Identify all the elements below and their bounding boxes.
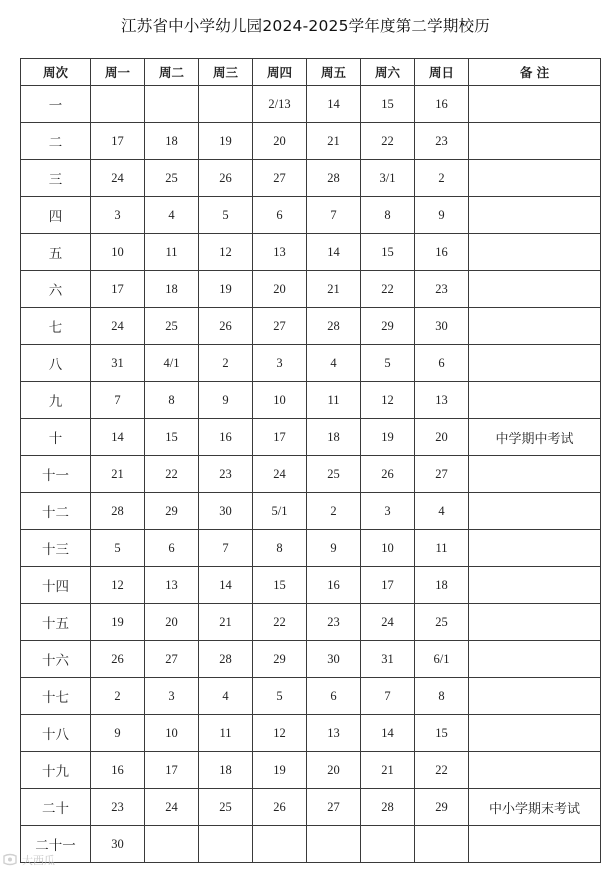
date-cell-monday: 26 (91, 641, 145, 678)
date-cell-friday: 21 (307, 123, 361, 160)
date-cell-tuesday: 11 (145, 234, 199, 271)
date-cell-sunday: 20 (415, 419, 469, 456)
week-number-cell: 三 (21, 160, 91, 197)
date-cell-sunday: 30 (415, 308, 469, 345)
date-cell-wednesday: 11 (199, 715, 253, 752)
date-cell-tuesday: 6 (145, 530, 199, 567)
date-cell-friday: 21 (307, 271, 361, 308)
week-number-cell: 十 (21, 419, 91, 456)
date-cell-wednesday: 21 (199, 604, 253, 641)
note-cell (469, 234, 601, 271)
week-number-cell: 五 (21, 234, 91, 271)
date-cell-friday (307, 826, 361, 863)
date-cell-tuesday: 18 (145, 271, 199, 308)
week-number-cell: 十二 (21, 493, 91, 530)
date-cell-wednesday: 2 (199, 345, 253, 382)
note-cell: 中学期中考试 (469, 419, 601, 456)
date-cell-wednesday: 14 (199, 567, 253, 604)
date-cell-sunday (415, 826, 469, 863)
date-cell-thursday: 20 (253, 123, 307, 160)
date-cell-tuesday: 17 (145, 752, 199, 789)
date-cell-friday: 14 (307, 234, 361, 271)
date-cell-saturday: 3/1 (361, 160, 415, 197)
date-cell-sunday: 16 (415, 86, 469, 123)
date-cell-sunday: 4 (415, 493, 469, 530)
note-cell (469, 456, 601, 493)
date-cell-thursday: 2/13 (253, 86, 307, 123)
note-cell (469, 308, 601, 345)
date-cell-thursday: 3 (253, 345, 307, 382)
date-cell-thursday: 6 (253, 197, 307, 234)
date-cell-thursday: 13 (253, 234, 307, 271)
date-cell-sunday: 6/1 (415, 641, 469, 678)
date-cell-monday: 12 (91, 567, 145, 604)
date-cell-saturday: 22 (361, 271, 415, 308)
table-row (21, 567, 601, 604)
date-cell-sunday: 6 (415, 345, 469, 382)
week-number-cell: 十一 (21, 456, 91, 493)
date-cell-thursday: 8 (253, 530, 307, 567)
table-row (21, 123, 601, 160)
date-cell-sunday: 11 (415, 530, 469, 567)
note-cell: 中小学期末考试 (469, 789, 601, 826)
note-cell (469, 123, 601, 160)
header-saturday: 周六 (361, 59, 415, 86)
date-cell-wednesday: 28 (199, 641, 253, 678)
date-cell-wednesday: 5 (199, 197, 253, 234)
date-cell-monday: 30 (91, 826, 145, 863)
date-cell-thursday: 26 (253, 789, 307, 826)
note-cell (469, 567, 601, 604)
date-cell-sunday: 2 (415, 160, 469, 197)
date-cell-wednesday: 26 (199, 160, 253, 197)
date-cell-sunday: 27 (415, 456, 469, 493)
date-cell-thursday: 12 (253, 715, 307, 752)
date-cell-tuesday: 4/1 (145, 345, 199, 382)
note-cell (469, 382, 601, 419)
note-cell (469, 752, 601, 789)
date-cell-tuesday: 25 (145, 160, 199, 197)
date-cell-monday: 17 (91, 271, 145, 308)
date-cell-saturday: 7 (361, 678, 415, 715)
date-cell-tuesday: 13 (145, 567, 199, 604)
note-cell (469, 197, 601, 234)
table-row (21, 530, 601, 567)
table-row (21, 752, 601, 789)
date-cell-monday: 21 (91, 456, 145, 493)
date-cell-wednesday (199, 826, 253, 863)
date-cell-wednesday: 25 (199, 789, 253, 826)
table-row (21, 382, 601, 419)
date-cell-friday: 28 (307, 160, 361, 197)
date-cell-thursday: 27 (253, 308, 307, 345)
date-cell-sunday: 9 (415, 197, 469, 234)
week-number-cell: 二十 (21, 789, 91, 826)
date-cell-wednesday: 23 (199, 456, 253, 493)
table-row (21, 160, 601, 197)
week-number-cell: 十三 (21, 530, 91, 567)
date-cell-sunday: 23 (415, 123, 469, 160)
date-cell-tuesday: 15 (145, 419, 199, 456)
note-cell (469, 345, 601, 382)
date-cell-tuesday (145, 826, 199, 863)
date-cell-thursday (253, 826, 307, 863)
note-cell (469, 493, 601, 530)
header-row (21, 59, 601, 86)
date-cell-wednesday: 26 (199, 308, 253, 345)
date-cell-monday: 23 (91, 789, 145, 826)
note-cell (469, 715, 601, 752)
week-number-cell: 十六 (21, 641, 91, 678)
date-cell-friday: 13 (307, 715, 361, 752)
school-calendar-table (20, 58, 601, 863)
table-row (21, 86, 601, 123)
date-cell-wednesday: 16 (199, 419, 253, 456)
week-number-cell: 九 (21, 382, 91, 419)
date-cell-wednesday (199, 86, 253, 123)
week-number-cell: 二 (21, 123, 91, 160)
date-cell-saturday: 10 (361, 530, 415, 567)
date-cell-tuesday: 24 (145, 789, 199, 826)
date-cell-friday: 9 (307, 530, 361, 567)
date-cell-saturday: 22 (361, 123, 415, 160)
date-cell-saturday: 24 (361, 604, 415, 641)
week-number-cell: 十五 (21, 604, 91, 641)
table-row (21, 715, 601, 752)
date-cell-sunday: 29 (415, 789, 469, 826)
date-cell-friday: 28 (307, 308, 361, 345)
date-cell-tuesday: 4 (145, 197, 199, 234)
date-cell-sunday: 15 (415, 715, 469, 752)
date-cell-monday: 14 (91, 419, 145, 456)
table-row (21, 234, 601, 271)
header-sunday: 周日 (415, 59, 469, 86)
date-cell-tuesday: 8 (145, 382, 199, 419)
note-cell (469, 86, 601, 123)
date-cell-thursday: 24 (253, 456, 307, 493)
header-notes: 备 注 (469, 59, 601, 86)
table-row (21, 641, 601, 678)
date-cell-friday: 25 (307, 456, 361, 493)
date-cell-sunday: 23 (415, 271, 469, 308)
table-row (21, 271, 601, 308)
date-cell-wednesday: 19 (199, 271, 253, 308)
watermark-text: 大西瓜 (22, 854, 55, 867)
week-number-cell: 十八 (21, 715, 91, 752)
header-wednesday: 周三 (199, 59, 253, 86)
date-cell-monday: 28 (91, 493, 145, 530)
note-cell (469, 826, 601, 863)
table-row (21, 789, 601, 826)
table-row (21, 419, 601, 456)
table-row (21, 493, 601, 530)
date-cell-friday: 20 (307, 752, 361, 789)
date-cell-tuesday: 25 (145, 308, 199, 345)
date-cell-saturday (361, 826, 415, 863)
date-cell-monday: 24 (91, 308, 145, 345)
note-cell (469, 678, 601, 715)
week-number-cell: 八 (21, 345, 91, 382)
date-cell-saturday: 8 (361, 197, 415, 234)
date-cell-monday: 2 (91, 678, 145, 715)
week-number-cell: 十七 (21, 678, 91, 715)
week-number-cell: 十四 (21, 567, 91, 604)
date-cell-friday: 14 (307, 86, 361, 123)
date-cell-tuesday: 10 (145, 715, 199, 752)
note-cell (469, 604, 601, 641)
watermark (2, 851, 55, 869)
date-cell-friday: 16 (307, 567, 361, 604)
date-cell-tuesday: 29 (145, 493, 199, 530)
date-cell-thursday: 27 (253, 160, 307, 197)
date-cell-thursday: 20 (253, 271, 307, 308)
date-cell-sunday: 13 (415, 382, 469, 419)
date-cell-wednesday: 4 (199, 678, 253, 715)
date-cell-tuesday: 22 (145, 456, 199, 493)
date-cell-saturday: 14 (361, 715, 415, 752)
date-cell-sunday: 25 (415, 604, 469, 641)
date-cell-sunday: 18 (415, 567, 469, 604)
date-cell-thursday: 17 (253, 419, 307, 456)
table-row (21, 345, 601, 382)
table-row (21, 456, 601, 493)
date-cell-thursday: 22 (253, 604, 307, 641)
date-cell-tuesday: 20 (145, 604, 199, 641)
table-row (21, 604, 601, 641)
week-number-cell: 四 (21, 197, 91, 234)
date-cell-monday: 7 (91, 382, 145, 419)
header-friday: 周五 (307, 59, 361, 86)
date-cell-monday: 16 (91, 752, 145, 789)
date-cell-tuesday (145, 86, 199, 123)
date-cell-sunday: 8 (415, 678, 469, 715)
date-cell-monday: 17 (91, 123, 145, 160)
date-cell-monday: 31 (91, 345, 145, 382)
date-cell-monday: 10 (91, 234, 145, 271)
date-cell-thursday: 5 (253, 678, 307, 715)
date-cell-thursday: 5/1 (253, 493, 307, 530)
date-cell-saturday: 15 (361, 86, 415, 123)
date-cell-wednesday: 12 (199, 234, 253, 271)
page-title: 江苏省中小学幼儿园2024-2025学年度第二学期校历 (121, 17, 490, 35)
date-cell-friday: 4 (307, 345, 361, 382)
week-number-cell: 二十一 (21, 826, 91, 863)
date-cell-thursday: 29 (253, 641, 307, 678)
date-cell-wednesday: 19 (199, 123, 253, 160)
date-cell-monday: 5 (91, 530, 145, 567)
date-cell-saturday: 3 (361, 493, 415, 530)
date-cell-friday: 2 (307, 493, 361, 530)
watermark-logo-icon (2, 853, 18, 867)
date-cell-saturday: 31 (361, 641, 415, 678)
header-thursday: 周四 (253, 59, 307, 86)
table-row (21, 197, 601, 234)
week-number-cell: 十九 (21, 752, 91, 789)
note-cell (469, 160, 601, 197)
date-cell-sunday: 22 (415, 752, 469, 789)
date-cell-saturday: 21 (361, 752, 415, 789)
date-cell-wednesday: 30 (199, 493, 253, 530)
date-cell-thursday: 10 (253, 382, 307, 419)
week-number-cell: 一 (21, 86, 91, 123)
date-cell-saturday: 28 (361, 789, 415, 826)
date-cell-friday: 30 (307, 641, 361, 678)
date-cell-friday: 7 (307, 197, 361, 234)
week-number-cell: 七 (21, 308, 91, 345)
date-cell-saturday: 12 (361, 382, 415, 419)
date-cell-thursday: 15 (253, 567, 307, 604)
date-cell-monday: 19 (91, 604, 145, 641)
table-row (21, 826, 601, 863)
header-monday: 周一 (91, 59, 145, 86)
calendar-body (21, 86, 601, 863)
date-cell-saturday: 26 (361, 456, 415, 493)
header-week: 周次 (21, 59, 91, 86)
note-cell (469, 271, 601, 308)
date-cell-monday (91, 86, 145, 123)
date-cell-wednesday: 9 (199, 382, 253, 419)
date-cell-saturday: 29 (361, 308, 415, 345)
header-tuesday: 周二 (145, 59, 199, 86)
date-cell-friday: 11 (307, 382, 361, 419)
date-cell-monday: 9 (91, 715, 145, 752)
date-cell-saturday: 5 (361, 345, 415, 382)
date-cell-saturday: 15 (361, 234, 415, 271)
date-cell-tuesday: 3 (145, 678, 199, 715)
table-row (21, 678, 601, 715)
note-cell (469, 530, 601, 567)
date-cell-wednesday: 7 (199, 530, 253, 567)
date-cell-wednesday: 18 (199, 752, 253, 789)
date-cell-friday: 18 (307, 419, 361, 456)
date-cell-saturday: 19 (361, 419, 415, 456)
date-cell-saturday: 17 (361, 567, 415, 604)
date-cell-monday: 3 (91, 197, 145, 234)
week-number-cell: 六 (21, 271, 91, 308)
date-cell-tuesday: 18 (145, 123, 199, 160)
note-cell (469, 641, 601, 678)
date-cell-monday: 24 (91, 160, 145, 197)
date-cell-sunday: 16 (415, 234, 469, 271)
date-cell-friday: 23 (307, 604, 361, 641)
date-cell-tuesday: 27 (145, 641, 199, 678)
table-row (21, 308, 601, 345)
date-cell-friday: 6 (307, 678, 361, 715)
date-cell-friday: 27 (307, 789, 361, 826)
date-cell-thursday: 19 (253, 752, 307, 789)
